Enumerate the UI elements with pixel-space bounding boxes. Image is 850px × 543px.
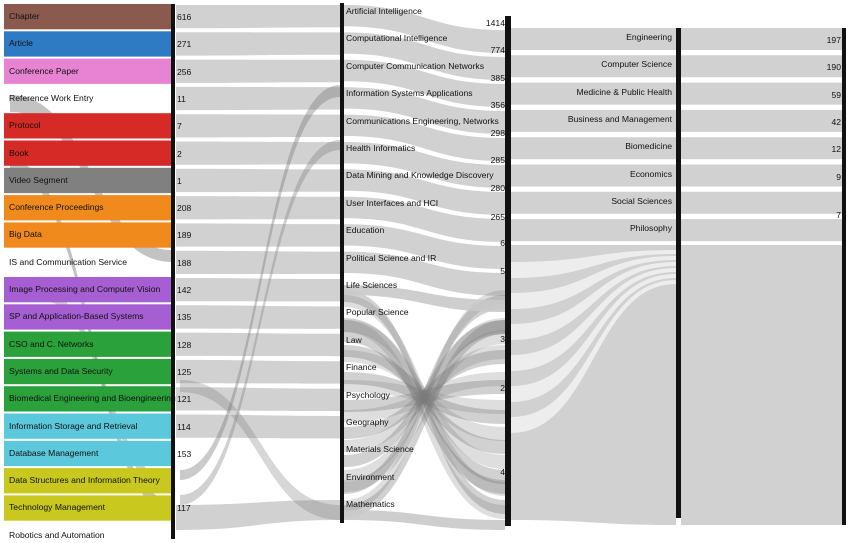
flow-link: [681, 219, 842, 241]
discipline-value: 298: [490, 128, 505, 138]
field-label: Economics: [629, 168, 672, 179]
discipline-value: 265: [490, 212, 505, 222]
left-node-bar: [171, 4, 175, 539]
source-value: 128: [177, 339, 192, 350]
middle-node-bar: [340, 3, 344, 523]
source-value: 135: [177, 312, 192, 323]
flow-link: [176, 169, 340, 192]
source-label: SP and Application-Based Systems: [9, 311, 144, 322]
field-label: Philosophy: [629, 223, 672, 234]
source-label: IS and Communication Service: [9, 256, 127, 267]
discipline-label: Computer Communication Networks: [346, 60, 485, 71]
discipline-value: 280: [490, 183, 505, 193]
source-label: Video Segment: [9, 174, 68, 185]
flow-link: [176, 196, 340, 219]
discipline-label: Communications Engineering, Networks: [346, 115, 499, 126]
discipline-value: 356: [490, 100, 505, 110]
source-value: 1: [177, 175, 182, 186]
source-value: 142: [177, 285, 192, 295]
discipline-label: Computational Intelligence: [346, 33, 448, 44]
source-value: 125: [177, 366, 192, 377]
field-value: 9: [836, 171, 841, 182]
source-label: Image Processing and Computer Vision: [9, 284, 161, 294]
source-label: CSO and C. Networks: [9, 338, 94, 349]
discipline-value: 774: [490, 45, 505, 55]
flow-link: [176, 5, 340, 28]
source-value: 114: [177, 421, 191, 432]
source-block: [4, 141, 172, 166]
field-value: 197: [826, 35, 841, 45]
discipline-label: User Interfaces and HCI: [346, 197, 439, 208]
flow-link: [176, 32, 340, 55]
discipline-value: 1414: [485, 18, 505, 28]
source-label: Chapter: [9, 11, 40, 21]
discipline-value: 285: [490, 155, 505, 165]
source-value: 7: [177, 121, 182, 132]
field-value: 7: [836, 210, 841, 220]
discipline-label: Environment: [346, 471, 395, 482]
source-label: Database Management: [9, 447, 99, 458]
source-value: 153: [177, 448, 192, 459]
field-label: Medicine & Public Health: [576, 86, 672, 97]
source-label: Data Structures and Information Theory: [9, 475, 160, 486]
source-label: Technology Management: [9, 502, 106, 513]
discipline-value: 385: [490, 73, 505, 83]
discipline-label: Life Sciences: [346, 280, 398, 290]
source-label: Biomedical Engineering and Bioengineering: [9, 393, 176, 404]
source-label: Robotics and Automation: [9, 529, 105, 540]
source-label: Article: [9, 38, 33, 49]
source-value: 616: [177, 12, 192, 22]
field-label: Biomedicine: [625, 141, 672, 152]
field-value: 59: [831, 89, 841, 100]
discipline-label: Health Informatics: [346, 143, 416, 153]
discipline-label: Political Science and IR: [346, 252, 437, 263]
discipline-label: Education: [346, 225, 385, 236]
discipline-value: 6: [500, 238, 505, 248]
source-value: 256: [177, 66, 192, 77]
field-label: Computer Science: [601, 59, 672, 70]
flow-link: [176, 305, 340, 329]
source-label: Systems and Data Security: [9, 365, 113, 376]
discipline-label: Psychology: [346, 389, 390, 400]
source-label: Conference Proceedings: [9, 202, 104, 213]
discipline-label: Artificial Intelligence: [346, 6, 422, 16]
field-label: Business and Management: [567, 113, 672, 124]
flow-link: [176, 114, 340, 137]
source-label: Reference Work Entry: [9, 92, 94, 103]
field-value: 12: [831, 144, 841, 155]
discipline-value: 4: [500, 467, 505, 477]
source-label: Conference Paper: [9, 65, 79, 76]
source-value: 2: [177, 148, 182, 159]
source-value: 188: [177, 257, 192, 268]
field-value: 190: [826, 62, 841, 73]
source-value: 117: [177, 503, 191, 514]
discipline-value: 5: [500, 266, 505, 276]
discipline-value: 2: [500, 383, 505, 393]
discipline-label: Finance: [346, 362, 377, 373]
end-node-bar: [842, 28, 846, 525]
source-value: 271: [177, 39, 192, 50]
source-label: Big Data: [9, 229, 42, 240]
discipline-value: 3: [500, 334, 505, 344]
discipline-label: Materials Science: [346, 444, 414, 455]
source-label: Protocol: [9, 120, 41, 131]
discipline-label: Law: [346, 334, 362, 345]
source-value: 11: [177, 93, 186, 104]
source-value: 121: [177, 394, 192, 405]
field-label: Engineering: [626, 32, 672, 42]
discipline-label: Geography: [346, 417, 389, 427]
flow-link: [176, 223, 340, 246]
flow-link: [344, 510, 505, 530]
discipline-label: Information Systems Applications: [346, 88, 473, 99]
discipline-label: Popular Science: [346, 307, 409, 318]
flow-link: [176, 251, 340, 274]
discipline-label: Mathematics: [346, 499, 395, 510]
source-label: Book: [9, 147, 29, 158]
discipline-label: Data Mining and Knowledge Discovery: [346, 170, 494, 181]
field-label: Social Sciences: [611, 195, 672, 206]
flow-link: [176, 60, 340, 83]
source-value: 208: [177, 203, 192, 214]
flow-link: [176, 360, 340, 384]
source-label: Information Storage and Retrieval: [9, 420, 138, 431]
source-value: 189: [177, 230, 192, 241]
field-value: 42: [831, 116, 841, 127]
flow-link: [176, 415, 340, 439]
right-node-bar: [676, 28, 681, 518]
